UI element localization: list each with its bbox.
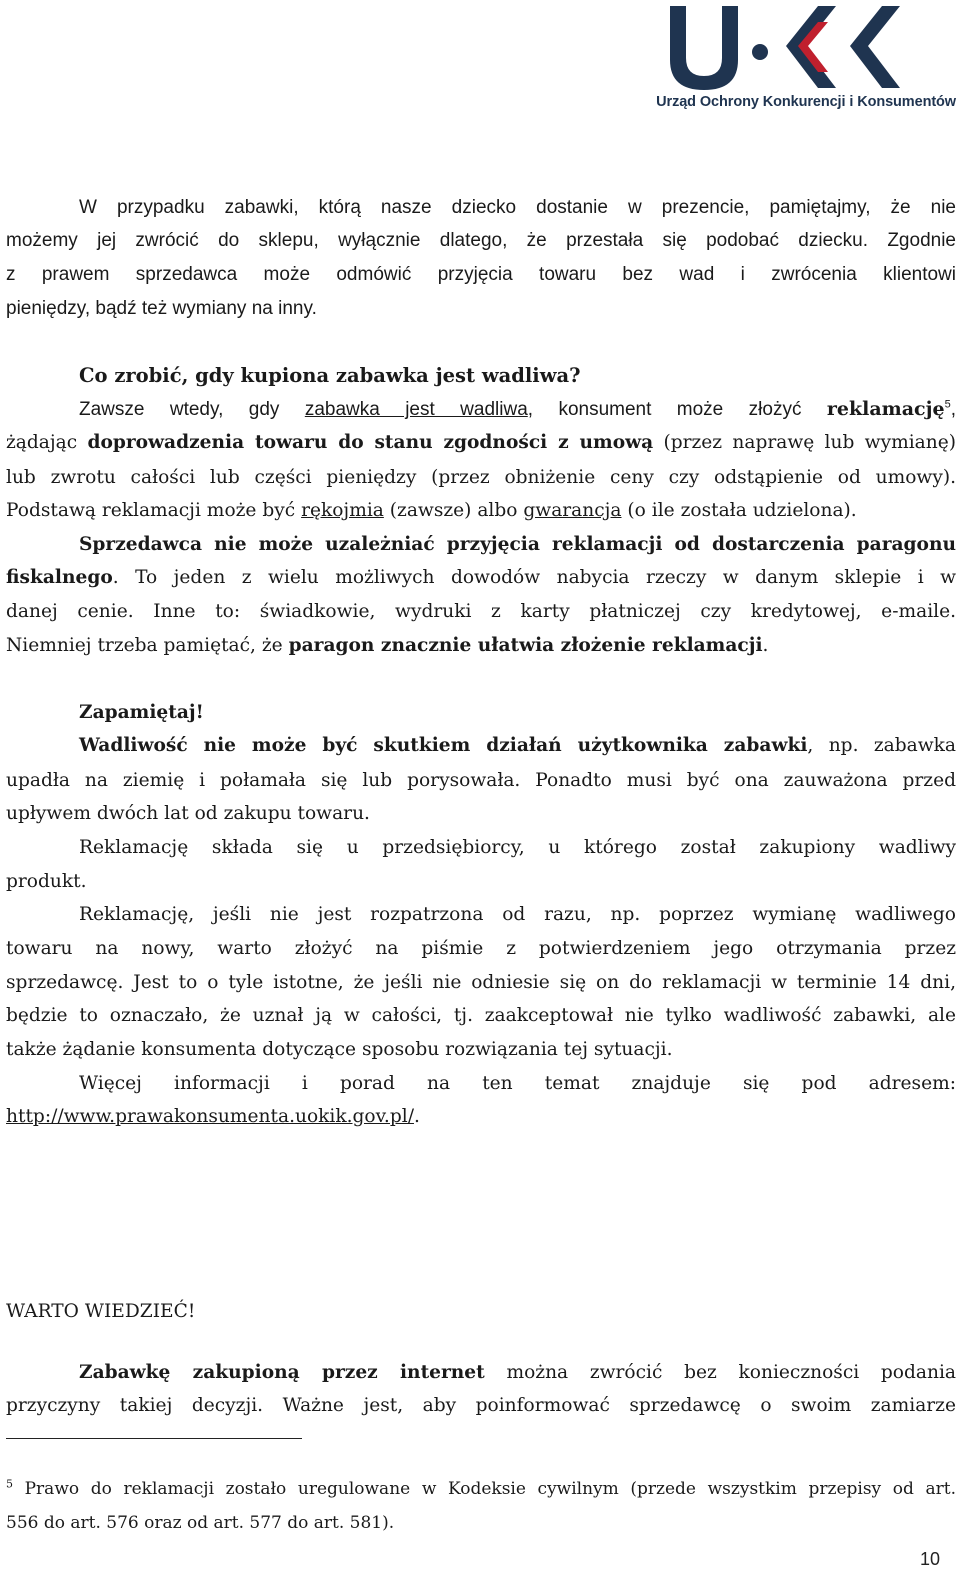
paragraph-3-line-9: będzie to oznaczało, że uznał ją w całości, tj. zaakceptował nie tylko wadliwość zabawki, ale (6, 1005, 956, 1026)
paragraph-3-line-7: towaru na nowy, warto złożyć na piśmie z potwierdzeniem jego otrzymania przez (6, 938, 956, 959)
paragraph-3-line-12: http://www.prawakonsumenta.uokik.gov.pl/. (6, 1106, 420, 1127)
paragraph-2-line-6: fiskalnego. To jeden z wielu możliwych dowodów nabycia rzeczy w danym sklepie i w (6, 567, 956, 588)
footnote-line-2: 556 do art. 576 oraz od art. 577 do art. 581). (6, 1513, 395, 1533)
paragraph-3-line-3: upływem dwóch lat od zakupu towaru. (6, 803, 370, 824)
paragraph-2-line-8: Niemniej trzeba pamiętać, że paragon znacznie ułatwia złożenie reklamacji. (6, 635, 769, 656)
paragraph-3-line-1: Wadliwość nie może być skutkiem działań użytkownika zabawki, np. zabawka (79, 735, 956, 756)
paragraph-2-line-2: żądając doprowadzenia towaru do stanu zgodności z umową (przez naprawę lub wymianę) (6, 432, 956, 453)
paragraph-2-line-4: Podstawą reklamacji może być rękojmia (zawsze) albo gwarancja (o ile została udzielona). (6, 500, 857, 521)
paragraph-3-line-5: produkt. (6, 871, 87, 892)
logo-org-name: Urząd Ochrony Konkurencji i Konsumentów (656, 94, 956, 110)
paragraph-1-line-3: z prawem sprzedawca może odmówić przyjęcia towaru bez wad i zwrócenia klientowi (6, 264, 956, 285)
paragraph-2-line-7: danej cenie. Inne to: świadkowie, wydruki z karty płatniczej czy kredytowej, e-maile. (6, 601, 956, 622)
prawakonsumenta-link[interactable]: http://www.prawakonsumenta.uokik.gov.pl/ (6, 1106, 414, 1127)
footnote-separator (6, 1438, 302, 1439)
footnote-ref-5: 5 (944, 398, 951, 411)
paragraph-2-line-1: Zawsze wtedy, gdy zabawka jest wadliwa, konsument może złożyć reklamację$^5$, (79, 398, 956, 420)
page-number: 10 (919, 1549, 940, 1569)
footnote-line-1: $^5$ Prawo do reklamacji zostało uregulowane w Kodeksie cywilnym (przede wszystkim przepisy od art. (6, 1477, 956, 1499)
section-heading-worth-knowing: WARTO WIEDZIEĆ! (6, 1301, 196, 1322)
paragraph-3-line-10: także żądanie konsumenta dotyczące sposobu rozwiązania tej sytuacji. (6, 1039, 673, 1060)
paragraph-2-line-5: Sprzedawca nie może uzależniać przyjęcia reklamacji od dostarczenia paragonu (79, 534, 956, 555)
paragraph-3-line-8: sprzedawcę. Jest to o tyle istotne, że jeśli nie odniesie się on do reklamacji w terminie 14 dni, (6, 972, 956, 993)
paragraph-3-line-6: Reklamację, jeśli nie jest rozpatrzona od razu, np. poprzez wymianę wadliwego (79, 904, 956, 925)
paragraph-3-line-2: upadła na ziemię i połamała się lub porysowała. Ponadto musi być ona zauważona przed (6, 770, 956, 791)
section-heading-remember: Zapamiętaj! (79, 702, 204, 723)
uokik-logo-mark (668, 2, 958, 92)
paragraph-4-line-1: Zabawkę zakupioną przez internet można zwrócić bez konieczności podania (79, 1362, 956, 1383)
paragraph-1-line-4: pieniędzy, bądź też wymiany na inny. (6, 298, 317, 319)
paragraph-1-line-2: możemy jej zwrócić do sklepu, wyłącznie dlatego, że przestała się podobać dziecku. Zgodnie (6, 230, 956, 251)
paragraph-3-line-4: Reklamację składa się u przedsiębiorcy, u którego został zakupiony wadliwy (79, 837, 956, 858)
paragraph-3-line-11: Więcej informacji i porad na ten temat znajduje się pod adresem: (79, 1073, 956, 1094)
paragraph-2-line-3: lub zwrotu całości lub części pieniędzy (przez obniżenie ceny czy odstąpienie od umowy). (6, 467, 956, 488)
section-heading-defective-toy: Co zrobić, gdy kupiona zabawka jest wadliwa? (79, 364, 581, 387)
uokik-logo (640, 0, 960, 120)
paragraph-1-line-1: W przypadku zabawki, którą nasze dziecko dostanie w prezencie, pamiętajmy, że nie (79, 197, 956, 218)
paragraph-4-line-2: przyczyny takiej decyzji. Ważne jest, aby poinformować sprzedawcę o swoim zamiarze (6, 1395, 956, 1416)
